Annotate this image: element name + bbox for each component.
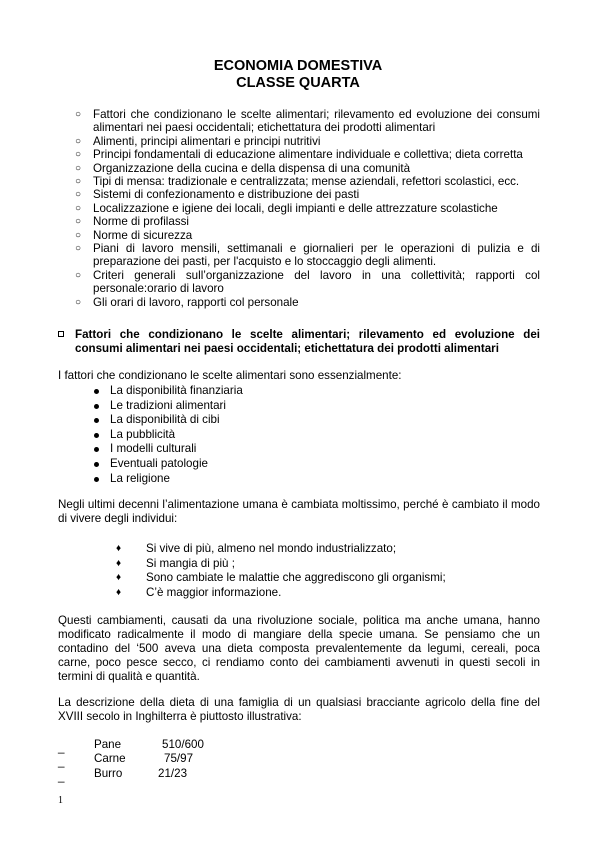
circle-bullet-icon: ○: [75, 202, 82, 214]
changes-list: [116, 542, 446, 600]
list-item: La disponibilità di cibi: [92, 413, 243, 428]
dash-bullet-icon: _: [58, 741, 65, 754]
circle-bullet-icon: ○: [75, 162, 82, 174]
outline-item: ○ Gli orari di lavoro, rapporti col personale: [75, 295, 299, 309]
bullet-icon: [94, 447, 99, 452]
circle-bullet-icon: ○: [75, 149, 82, 161]
topics-outline: [75, 108, 540, 309]
circle-bullet-icon: ○: [75, 229, 82, 241]
list-item: I modelli culturali: [92, 442, 243, 457]
square-bullet-icon: [58, 331, 64, 337]
circle-bullet-icon: ○: [75, 216, 82, 228]
bullet-icon: [94, 389, 99, 394]
diamond-bullet-icon: ♦: [116, 572, 122, 584]
diet-food: Burro: [94, 766, 123, 780]
circle-bullet-icon: ○: [75, 243, 82, 255]
list-item: ♦ Si mangia di più ;: [116, 556, 235, 570]
document-title: ECONOMIA DOMESTIVA: [213, 58, 383, 74]
diet-food: Pane: [94, 738, 122, 751]
circle-bullet-icon: ○: [75, 296, 82, 308]
diet-food: Carne: [94, 752, 126, 766]
bullet-icon: [94, 418, 99, 423]
list-item: La religione: [92, 472, 243, 487]
outline-item: ○ Organizzazione della cucina e della dispensa di una comunità: [75, 161, 411, 175]
dash-bullet-icon: _: [58, 755, 65, 769]
bullet-icon: [94, 433, 99, 438]
intro-paragraph: I fattori che condizionano le scelte alimentari sono essenzialmente:: [58, 369, 402, 382]
factors-list: [92, 384, 243, 486]
bullet-icon: [94, 477, 99, 482]
outline-item: ○ Principi fondamentali di educazione alimentare individuale e collettiva; dieta corretta: [75, 148, 523, 162]
diamond-bullet-icon: ♦: [116, 557, 122, 569]
dash-bullet-icon: _: [58, 769, 65, 783]
diet-value: 510/600: [162, 738, 204, 751]
outline-item: ○ Localizzazione e igiene dei locali, degli impianti e delle attrezzature scolastiche: [75, 201, 498, 215]
list-item: La disponibilità finanziaria: [92, 384, 243, 399]
page-number: 1: [58, 795, 63, 806]
circle-bullet-icon: ○: [75, 269, 82, 281]
diet-value: 75/97: [164, 752, 194, 766]
circle-bullet-icon: ○: [75, 189, 82, 201]
outline-item: ○ Sistemi di confezionamento e distribuzione dei pasti: [75, 188, 360, 202]
outline-item: ○ Fattori che condizionano le scelte alimentari; rilevamento ed evoluzione dei consumi alimentari nei paesi occidentali; etichettatura dei prodotti alimentari: [75, 108, 540, 135]
circle-bullet-icon: ○: [75, 135, 82, 147]
outline-item: ○ Alimenti, principi alimentari e principi nutritivi: [75, 134, 321, 148]
diamond-bullet-icon: ♦: [116, 543, 122, 554]
bullet-icon: [94, 404, 99, 409]
list-item: ♦ C’è maggior informazione.: [116, 585, 282, 599]
circle-bullet-icon: ○: [75, 176, 82, 188]
diet-intro-paragraph: La descrizione della dieta di una famiglia di un qualsiasi bracciante agricolo della fine del XVIII secolo in Inghilterra è piuttosto illustrativa:: [58, 696, 540, 723]
list-item: ♦ Si vive di più, almeno nel mondo industrializzato;: [116, 542, 397, 555]
outline-item: ○ Norme di profilassi: [75, 215, 189, 229]
outline-item: ○ Criteri generali sull’organizzazione del lavoro in una collettività; rapporti col personale:orario di lavoro: [75, 268, 540, 296]
document-subtitle: CLASSE QUARTA: [236, 75, 360, 91]
section-heading: [58, 328, 540, 356]
circle-bullet-icon: ○: [75, 109, 82, 120]
history-paragraph: Questi cambiamenti, causati da una rivoluzione sociale, politica ma anche umana, hanno modificato radicalmente il modo di mangiare della specie umana. Se pensiamo che un contadino del ‘500 aveva una dieta composta prevalentemente da legumi, cereali, poca carne, poco pesce secco, ci rendiamo conto dei cambiamenti avvenuti in questi secoli in termini di qualità e quantità.: [58, 614, 540, 683]
diet-value: 21/23: [158, 766, 188, 780]
outline-item: ○ Piani di lavoro mensili, settimanali e giornalieri per le operazioni di pulizia e di preparazione dei pasti, per l'acquisto e lo stoccaggio degli alimenti.: [75, 242, 540, 269]
diamond-bullet-icon: ♦: [116, 586, 122, 598]
bullet-icon: [94, 462, 99, 467]
list-item: Le tradizioni alimentari: [92, 399, 243, 414]
section-heading-text: Fattori che condizionano le scelte alimentari; rilevamento ed evoluzione dei consumi alimentari nei paesi occidentali; etichettatura dei prodotti alimentari: [75, 328, 540, 355]
outline-item: ○ Norme di sicurezza: [75, 228, 193, 242]
list-item: La pubblicità: [92, 428, 243, 443]
outline-item: ○ Tipi di mensa: tradizionale e centralizzata; mense aziendali, refettori scolastici, ecc.: [75, 175, 520, 189]
list-item: ♦ Sono cambiate le malattie che aggrediscono gli organismi;: [116, 571, 446, 585]
list-item: Eventuali patologie: [92, 457, 243, 472]
changes-paragraph: Negli ultimi decenni l’alimentazione umana è cambiata moltissimo, perché è cambiato il modo di vivere degli individui:: [58, 498, 540, 525]
